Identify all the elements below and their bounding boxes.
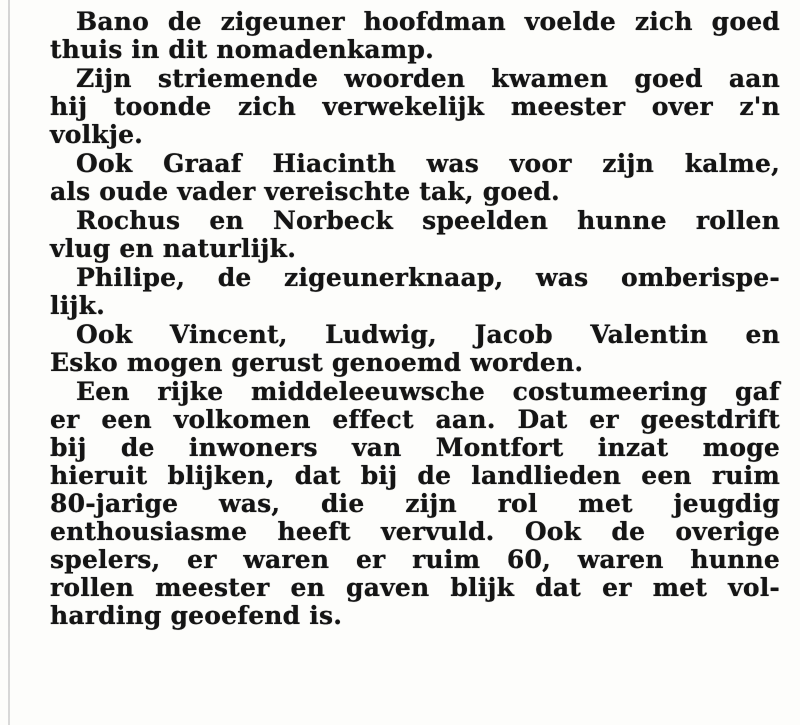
paragraph-rochus-norbeck: [50, 207, 780, 263]
paragraph-striemende-woorden: [50, 65, 780, 149]
text-line: volkje.: [50, 120, 144, 149]
text-line: als oude vader vereischte tak, goed.: [50, 177, 560, 206]
paragraph-bano: [50, 8, 780, 64]
text-line: Een rijke middeleeuwsche costumeering gaf: [76, 377, 780, 406]
text-line: 80-jarige was, die zijn rol met jeugdig: [50, 489, 780, 518]
text-line: hieruit blijken, dat bij de landlieden een ruim: [50, 461, 780, 490]
paragraph-vincent-ludwig: [50, 321, 780, 377]
text-line: lijk.: [50, 291, 106, 320]
text-line: Rochus en Norbeck speelden hunne rollen: [76, 206, 780, 235]
paragraph-graaf-hiacinth: [50, 150, 780, 206]
paragraph-philipe: [50, 264, 780, 320]
article-body: [50, 8, 780, 630]
text-line: bij de inwoners van Montfort inzat moge: [50, 433, 780, 462]
text-line: vlug en naturlijk.: [50, 234, 297, 263]
text-line: Ook Graaf Hiacinth was voor zijn kalme,: [76, 149, 780, 178]
text-line: rollen meester en gaven blijk dat er met vol-: [50, 573, 780, 602]
paragraph-costumeering: [50, 378, 780, 630]
text-line: er een volkomen effect aan. Dat er geestdrift: [50, 405, 780, 434]
text-line: Ook Vincent, Ludwig, Jacob Valentin en: [76, 320, 780, 349]
text-line: thuis in dit nomadenkamp.: [50, 35, 435, 64]
text-line: enthousiasme heeft vervuld. Ook de overige: [50, 517, 780, 546]
text-line: Bano de zigeuner hoofdman voelde zich goed: [76, 7, 780, 36]
text-line: Zijn striemende woorden kwamen goed aan: [76, 64, 780, 93]
text-line: Philipe, de zigeunerknaap, was omberispe-: [76, 263, 780, 292]
column-divider: [8, 0, 10, 725]
text-line: hij toonde zich verwekelijk meester over z'n: [50, 92, 780, 121]
text-line: spelers, er waren er ruim 60, waren hunne: [50, 545, 780, 574]
text-line: Esko mogen gerust genoemd worden.: [50, 348, 584, 377]
text-line: harding geoefend is.: [50, 601, 343, 630]
